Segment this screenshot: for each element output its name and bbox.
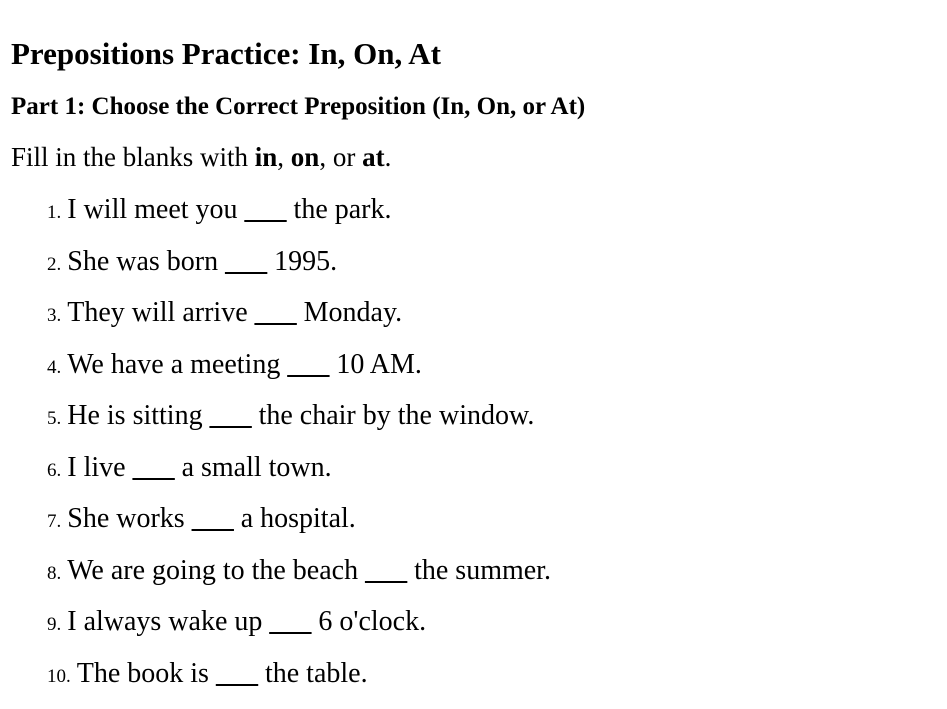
item-number: 2. [47,254,61,275]
exercise-item [0,400,551,452]
item-text: They will arrive [67,297,254,328]
instruction-text: Fill in the blanks with [11,142,255,172]
item-number: 4. [47,357,61,378]
exercise-item [0,297,551,349]
period: . [385,142,392,172]
item-number: 3. [47,305,61,326]
item-text: 10 AM. [329,349,422,380]
instruction [11,142,391,173]
answer-blank[interactable]: ___ [287,349,329,380]
word-in: in [255,142,278,172]
item-text: She works [67,503,191,534]
item-text: We are going to the beach [67,555,365,586]
answer-blank[interactable]: ___ [210,400,252,431]
exercise-item [0,555,551,607]
item-text: The book is [77,658,216,689]
item-number: 6. [47,460,61,481]
item-number: 10. [47,666,71,687]
exercise-item [0,606,551,658]
exercise-item [0,194,551,246]
item-number: 9. [47,614,61,635]
part1-heading: Part 1: Choose the Correct Preposition (In, On, or At) [11,93,585,121]
item-text: a small town. [175,452,332,483]
word-on: on [291,142,320,172]
answer-blank[interactable]: ___ [192,503,234,534]
item-number: 8. [47,563,61,584]
exercise-list [0,194,551,709]
item-text: I always wake up [67,606,269,637]
item-text: I live [67,452,132,483]
answer-blank[interactable]: ___ [255,297,297,328]
item-text: Monday. [297,297,403,328]
item-text: the summer. [407,555,551,586]
answer-blank[interactable]: ___ [133,452,175,483]
item-text: I will meet you [67,194,244,225]
answer-blank[interactable]: ___ [245,194,287,225]
item-text: the park. [287,194,392,225]
answer-blank[interactable]: ___ [225,246,267,277]
item-text: 1995. [267,246,337,277]
answer-blank[interactable]: ___ [365,555,407,586]
exercise-item [0,452,551,504]
exercise-item [0,503,551,555]
separator: , [277,142,291,172]
exercise-item [0,349,551,401]
item-number: 7. [47,511,61,532]
item-text: a hospital. [234,503,356,534]
item-text: the table. [258,658,368,689]
item-text: We have a meeting [67,349,287,380]
item-text: 6 o'clock. [311,606,426,637]
exercise-item [0,246,551,298]
page-title: Prepositions Practice: In, On, At [11,36,441,72]
answer-blank[interactable]: ___ [216,658,258,689]
item-text: She was born [67,246,225,277]
answer-blank[interactable]: ___ [269,606,311,637]
item-number: 5. [47,408,61,429]
separator: , or [319,142,362,172]
word-at: at [362,142,385,172]
item-text: He is sitting [67,400,209,431]
item-text: the chair by the window. [252,400,535,431]
item-number: 1. [47,202,61,223]
exercise-item [0,658,551,709]
